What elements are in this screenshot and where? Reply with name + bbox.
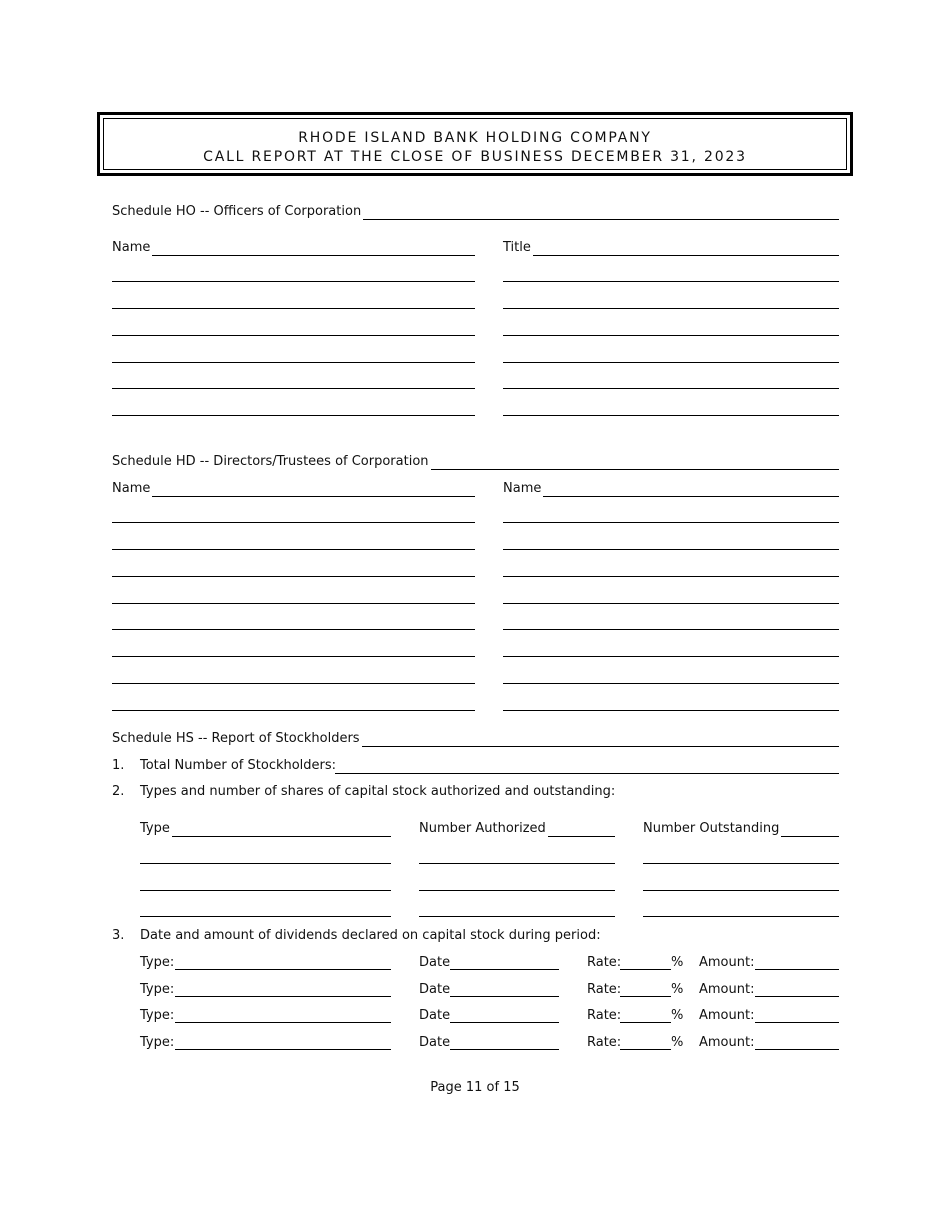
- director-name-line[interactable]: [503, 576, 839, 577]
- report-title-inner-border: [103, 118, 847, 170]
- officer-title-line[interactable]: [503, 335, 839, 336]
- dividend-date-field[interactable]: [450, 996, 559, 997]
- dividend-type-field[interactable]: [175, 1049, 391, 1050]
- dividend-percent-sign: %: [671, 1008, 684, 1023]
- officer-name-column-label: Name: [112, 240, 151, 255]
- dividend-date-label: Date: [419, 1035, 451, 1050]
- stock-type-line[interactable]: [140, 890, 391, 891]
- officer-title-line[interactable]: [503, 388, 839, 389]
- dividend-percent-sign: %: [671, 982, 684, 997]
- report-title-line-1: RHODE ISLAND BANK HOLDING COMPANY: [298, 130, 652, 146]
- director-name-right-label: Name: [503, 481, 542, 496]
- dividend-amount-label: Amount:: [699, 955, 755, 970]
- director-left-header-rule: [112, 496, 475, 497]
- dividend-date-field[interactable]: [450, 969, 559, 970]
- dividends-description: Date and amount of dividends declared on capital stock during period:: [140, 928, 601, 943]
- dividend-rate-label: Rate:: [587, 955, 622, 970]
- capital-stock-description: Types and number of shares of capital stock authorized and outstanding:: [140, 784, 616, 799]
- item-2-number: 2.: [112, 784, 125, 799]
- dividend-amount-field[interactable]: [755, 1022, 839, 1023]
- officer-title-line[interactable]: [503, 281, 839, 282]
- director-name-line[interactable]: [112, 629, 475, 630]
- officer-title-line[interactable]: [503, 308, 839, 309]
- stock-type-line[interactable]: [140, 916, 391, 917]
- number-authorized-line[interactable]: [419, 863, 615, 864]
- dividend-rate-field[interactable]: [620, 1022, 671, 1023]
- dividend-amount-label: Amount:: [699, 982, 755, 997]
- stock-type-header-rule: [140, 836, 391, 837]
- director-name-line[interactable]: [112, 603, 475, 604]
- director-name-line[interactable]: [503, 549, 839, 550]
- director-name-line[interactable]: [503, 683, 839, 684]
- schedule-ho-title: Schedule HO -- Officers of Corporation: [112, 204, 362, 219]
- item-1-number: 1.: [112, 758, 125, 773]
- dividend-rate-field[interactable]: [620, 969, 671, 970]
- dividend-amount-label: Amount:: [699, 1035, 755, 1050]
- total-stockholders-label: Total Number of Stockholders:: [140, 758, 337, 773]
- item-3-number: 3.: [112, 928, 125, 943]
- dividend-type-label: Type:: [140, 1008, 175, 1023]
- director-name-line[interactable]: [112, 683, 475, 684]
- director-name-line[interactable]: [503, 603, 839, 604]
- dividend-rate-label: Rate:: [587, 982, 622, 997]
- director-name-line[interactable]: [503, 629, 839, 630]
- officer-name-line[interactable]: [112, 308, 475, 309]
- dividend-type-label: Type:: [140, 982, 175, 997]
- dividend-rate-label: Rate:: [587, 1035, 622, 1050]
- dividend-amount-label: Amount:: [699, 1008, 755, 1023]
- number-outstanding-column-label: Number Outstanding: [643, 821, 780, 836]
- officer-title-line[interactable]: [503, 415, 839, 416]
- dividend-type-label: Type:: [140, 1035, 175, 1050]
- officer-name-header-rule: [112, 255, 475, 256]
- officer-title-header-rule: [503, 255, 839, 256]
- dividend-type-label: Type:: [140, 955, 175, 970]
- number-outstanding-line[interactable]: [643, 916, 839, 917]
- officer-name-line[interactable]: [112, 335, 475, 336]
- dividend-type-field[interactable]: [175, 969, 391, 970]
- number-outstanding-line[interactable]: [643, 890, 839, 891]
- page-number: Page 11 of 15: [430, 1080, 520, 1095]
- number-authorized-column-label: Number Authorized: [419, 821, 546, 836]
- officer-name-line[interactable]: [112, 388, 475, 389]
- dividend-date-label: Date: [419, 982, 451, 997]
- stock-type-column-label: Type: [140, 821, 170, 836]
- director-name-line[interactable]: [503, 522, 839, 523]
- report-title-box: [97, 112, 853, 176]
- dividend-amount-field[interactable]: [755, 996, 839, 997]
- dividend-rate-field[interactable]: [620, 996, 671, 997]
- dividend-date-field[interactable]: [450, 1022, 559, 1023]
- schedule-hd-title: Schedule HD -- Directors/Trustees of Corporation: [112, 454, 429, 469]
- number-authorized-line[interactable]: [419, 890, 615, 891]
- dividend-amount-field[interactable]: [755, 1049, 839, 1050]
- director-name-line[interactable]: [112, 576, 475, 577]
- director-name-line[interactable]: [112, 549, 475, 550]
- dividend-date-field[interactable]: [450, 1049, 559, 1050]
- dividend-rate-label: Rate:: [587, 1008, 622, 1023]
- officer-title-column-label: Title: [503, 240, 531, 255]
- dividend-type-field[interactable]: [175, 1022, 391, 1023]
- dividend-date-label: Date: [419, 1008, 451, 1023]
- report-title-line-2: CALL REPORT AT THE CLOSE OF BUSINESS DECEMBER 31, 2023: [203, 149, 747, 165]
- dividend-percent-sign: %: [671, 1035, 684, 1050]
- number-outstanding-line[interactable]: [643, 863, 839, 864]
- officer-name-line[interactable]: [112, 415, 475, 416]
- director-name-line[interactable]: [503, 656, 839, 657]
- stock-type-line[interactable]: [140, 863, 391, 864]
- number-authorized-line[interactable]: [419, 916, 615, 917]
- dividend-amount-field[interactable]: [755, 969, 839, 970]
- dividend-type-field[interactable]: [175, 996, 391, 997]
- dividend-percent-sign: %: [671, 955, 684, 970]
- director-right-header-rule: [503, 496, 839, 497]
- officer-name-line[interactable]: [112, 281, 475, 282]
- director-name-line[interactable]: [112, 656, 475, 657]
- director-name-left-label: Name: [112, 481, 151, 496]
- officer-title-line[interactable]: [503, 362, 839, 363]
- officer-name-line[interactable]: [112, 362, 475, 363]
- total-stockholders-field[interactable]: [335, 773, 839, 774]
- director-name-line[interactable]: [112, 522, 475, 523]
- schedule-hs-title: Schedule HS -- Report of Stockholders: [112, 731, 360, 746]
- director-name-line[interactable]: [503, 710, 839, 711]
- director-name-line[interactable]: [112, 710, 475, 711]
- dividend-date-label: Date: [419, 955, 451, 970]
- dividend-rate-field[interactable]: [620, 1049, 671, 1050]
